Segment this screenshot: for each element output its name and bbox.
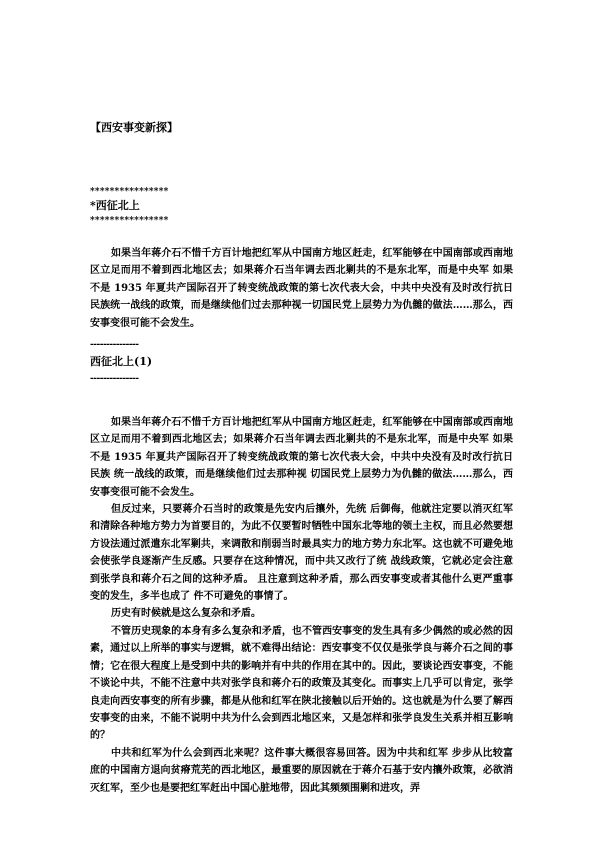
intro-paragraph: 如果当年蒋介石不惜千方百计地把红军从中国南方地区赶走，红军能够在中国南部或西南地区立足而用不着到西北地区去；如果蒋介石当年调去西北剿共的不是东北军，而是中央军 如果不是 1935 年夏共产国际召开了转变统战政策的第七次代表大会，中共中央没有及时改行抗日民族统一战线的政策，而是继续他们过去那种视一切国民党上层势力为仇雠的做法……那么，西安事变很可能不会发生。: [90, 248, 513, 329]
body-paragraph: 但反过来，只要蒋介石当时的政策是先安内后攘外，先统 后御侮，他就注定要以消灭红军和清除各种地方势力为首要目的，为此不仅要暂时牺牲中国东北等地的领土主权，而且必然要想方设法通过派遣东北军剿共，来调散和削弱当时最具实力的地方势力东北军。这也就不可避免地会使张学良逐渐产生反感。只要存在这种情况，而中共又改行了统 战线政策，它就必定会注意到张学良和蒋介石之间的这种矛盾。 且注意到这种矛盾，那么西安事变或者其他什么更严重事变的发生，多半也成了 件不可避免的事情了。: [90, 504, 513, 603]
body-paragraph: 历史有时候就是这么复杂和矛盾。: [111, 608, 261, 620]
body-paragraph: 如果当年蒋介石不惜千方百计地把红军从中国南方地区赶走，红军能够在中国南部或西南地区立足而用不着到西北地区去；如果蒋介石当年调去西北剿共的不是东北军，而是中央军 如果不是 1935 年夏共产国际召开了转变统战政策的第七次代表大会，中共中央没有及时改行抗日民族 统一战线的政策，而是继续他们过去那种视 切国民党上层势力为仇雠的做法……那么，西安事变很可能不会发生。: [90, 417, 513, 498]
stars-divider-top: ****************: [90, 187, 169, 197]
book-title: 【西安事变新探】: [90, 121, 178, 134]
body-paragraph: 不管历史现象的本身有多么复杂和矛盾，也不管西安事变的发生具有多少偶然的或必然的因素，通过以上所举的事实与逻辑，就不难得出结论：西安事变不仅仅是张学良与蒋介石之间的事情；它在很大程度上是受到中共的影响并有中共的作用在其中的。因此，要谈论西安事变，不能不谈论中共，不能不注意中共对张学良和蒋介石的政策及其变化。而事实上几乎可以肯定，张学良走向西安事变的所有步骤，都是从他和红军在陕北接触以后开始的。这也就是为什么要了解西安事变的由来，不能不说明中共为什么会到西北地区来，又是怎样和张学良发生关系并相互影响的？: [90, 625, 513, 742]
stars-divider-bottom: ****************: [90, 216, 169, 226]
section-heading: *西征北上: [90, 199, 140, 212]
dash-divider-bottom: ---------------: [90, 374, 139, 384]
chapter-subheading: 西征北上(1): [90, 355, 153, 368]
body-text: [90, 414, 513, 797]
body-paragraph: 中共和红军为什么会到西北来呢？这件事大概很容易回答。因为中共和红军 步步从比较富庶的中国南方退向贫瘠荒芜的西北地区，最重要的原因就在于蒋介石基于安内攘外政策，必欲消灭红军，至少也是要把红军赶出中国心脏地带，因此其频频围剿和进攻，弄: [90, 747, 513, 794]
dash-divider-top: ---------------: [90, 340, 139, 350]
